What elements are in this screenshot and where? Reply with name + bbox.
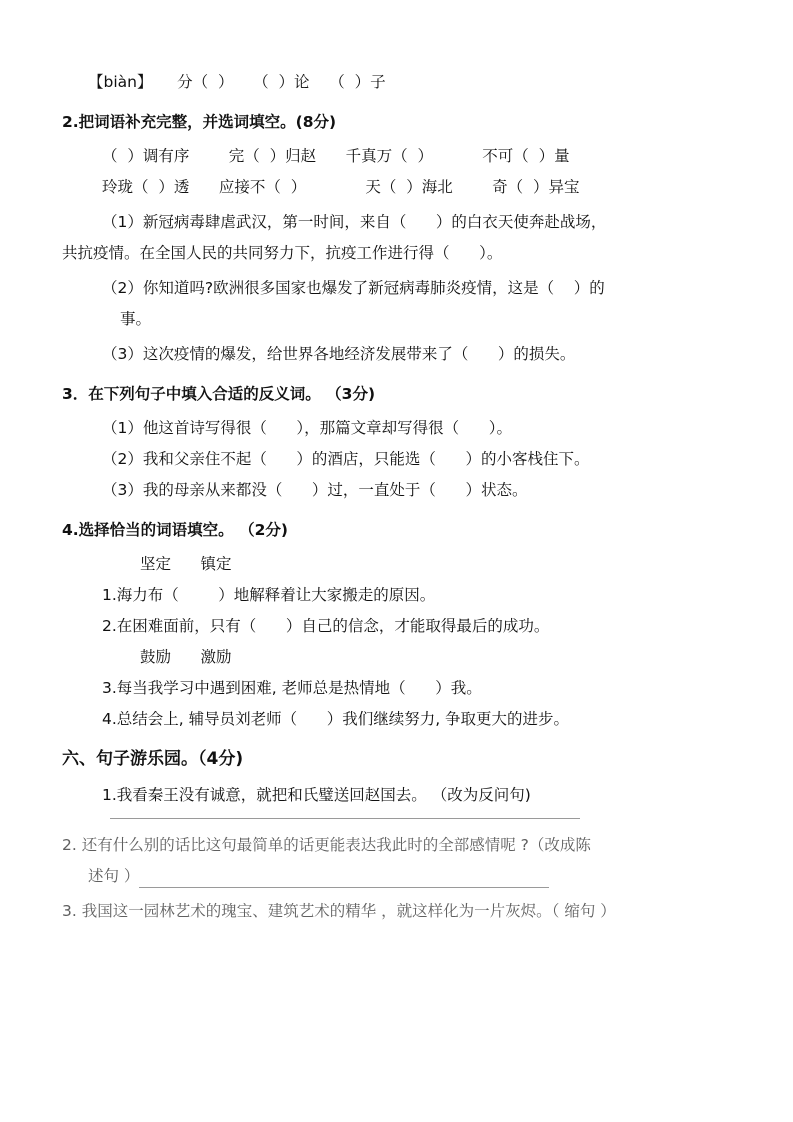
- text-line: 4.选择恰当的词语填空。 （2分): [62, 521, 288, 540]
- text-line: 事。: [120, 310, 152, 329]
- text-line: 鼓励 激励: [140, 648, 232, 667]
- text-line: 2. 还有什么别的话比这句最简单的话更能表达我此时的全部感情呢 ?（改成陈: [62, 835, 591, 854]
- text-line: （2）我和父亲住不起（ ）的酒店，只能选（ ）的小客栈住下。: [102, 450, 590, 469]
- text-line: 【biàn】 分（ ） （ ）论 （ ）子: [88, 73, 386, 91]
- text-line: 3.每当我学习中遇到困难, 老师总是热情地（ ）我。: [102, 679, 482, 698]
- text-line: （1）他这首诗写得很（ ），那篇文章却写得很（ ）。: [102, 419, 512, 438]
- text-line: （2）你知道吗?欧洲很多国家也爆发了新冠病毒肺炎疫情，这是（ ）的: [102, 279, 605, 298]
- text-line-label: 述句 ）: [88, 866, 140, 885]
- text-line: 六、句子游乐园。（4分): [62, 749, 244, 770]
- text-line: （1）新冠病毒肆虐武汉，第一时间，来自（ ）的白衣天使奔赴战场，: [102, 213, 607, 232]
- text-line: 2.在困难面前，只有（ ）自己的信念，才能取得最后的成功。: [102, 617, 550, 636]
- text-line: 坚定 镇定: [140, 555, 232, 574]
- text-line: （3）这次疫情的爆发，给世界各地经济发展带来了（ ）的损失。: [102, 345, 576, 364]
- worksheet-content: [62, 70, 731, 923]
- text-line: 4.总结会上, 辅导员刘老师（ ）我们继续努力, 争取更大的进步。: [102, 710, 570, 729]
- text-line: [62, 864, 731, 888]
- text-line: 3．在下列句子中填入合适的反义词。 （3分): [62, 385, 376, 404]
- answer-line[interactable]: [139, 875, 549, 888]
- text-line: 1.海力布（ ）地解释着让大家搬走的原因。: [102, 586, 436, 605]
- text-line: （ ）调有序 完（ ）归赵 千真万（ ） 不可（ ）量: [102, 147, 570, 166]
- text-line: 1.我看秦王没有诚意，就把和氏璧送回赵国去。 （改为反问句): [102, 785, 531, 804]
- text-line: 2.把词语补充完整，并选词填空。(8分): [62, 113, 337, 132]
- text-line: 玲珑（ ）透 应接不（ ） 天（ ）海北 奇（ ）异宝: [102, 178, 580, 197]
- text-line: 共抗疫情。在全国人民的共同努力下，抗疫工作进行得（ ）。: [62, 244, 503, 263]
- answer-line[interactable]: [110, 818, 580, 819]
- text-line: 3. 我国这一园林艺术的瑰宝、建筑艺术的精华 ，就这样化为一片灰烬。（ 缩句 ）: [62, 901, 616, 920]
- text-line: （3）我的母亲从来都没（ ）过，一直处于（ ）状态。: [102, 481, 528, 500]
